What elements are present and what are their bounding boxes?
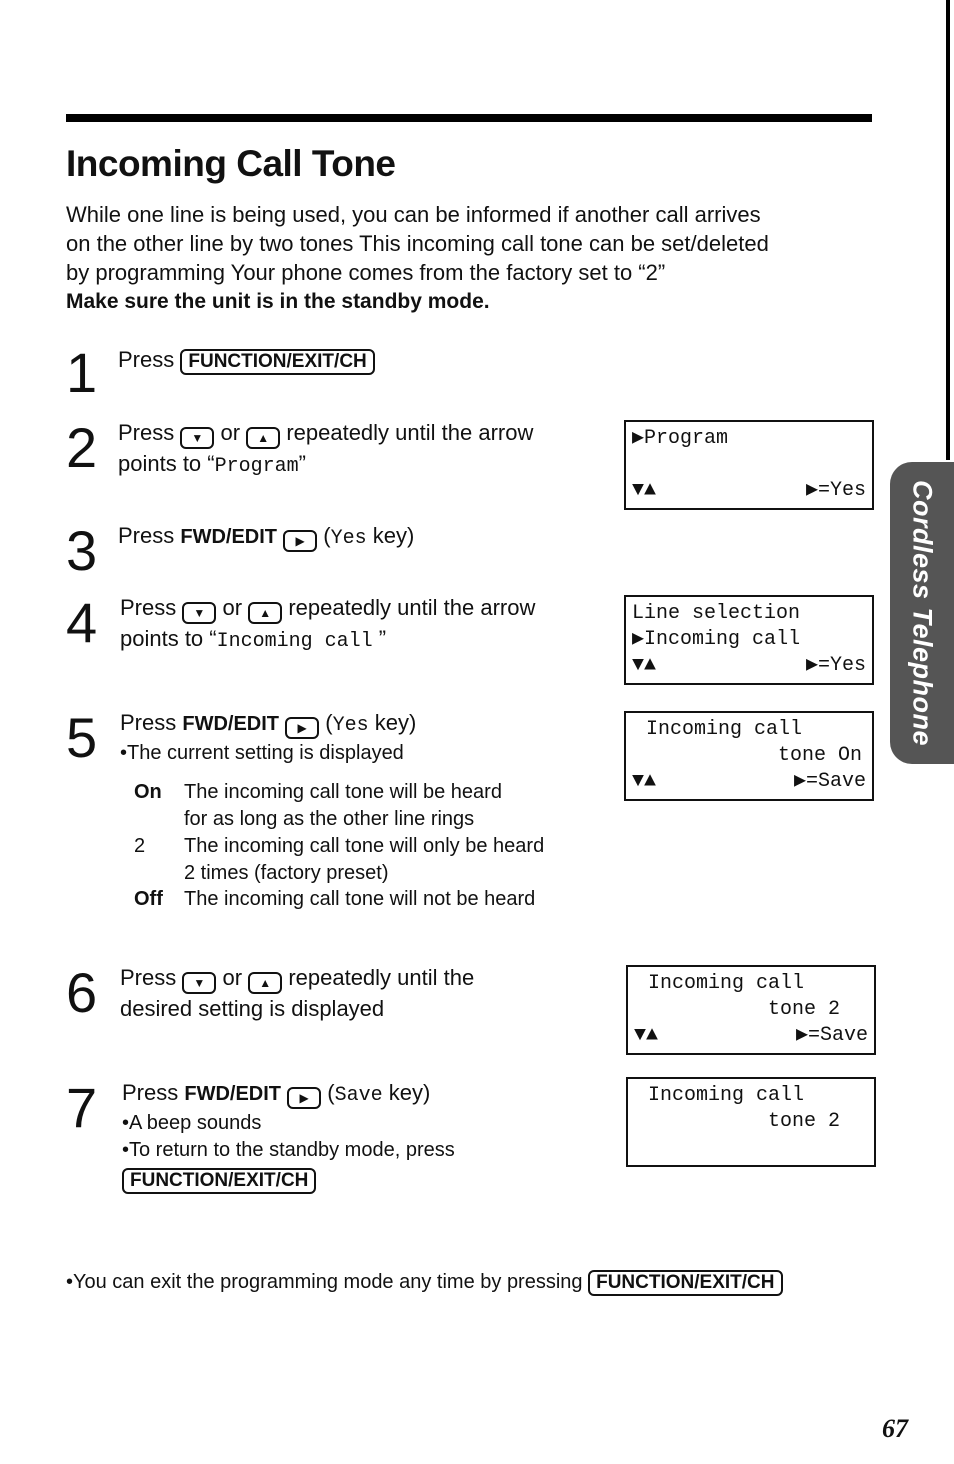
step-3-paren-close: key) (366, 523, 415, 548)
footnote (66, 1270, 783, 1296)
right-key-icon: ▶ (287, 1087, 321, 1109)
intro-line-2: on the other line by two tones This incoming call tone can be set/deleted (66, 231, 769, 256)
step-6-press: Press (120, 965, 177, 990)
step-7-paren-close: key) (382, 1080, 431, 1105)
intro-paragraph (66, 200, 886, 316)
down-key-icon: ▼ (180, 427, 214, 449)
lcd-row-1: Incoming call (648, 1084, 805, 1107)
lcd-display-tone-2 (626, 965, 876, 1055)
step-4-mono: Incoming call (216, 630, 373, 653)
fwd-edit-key: FWD/EDIT (182, 713, 280, 735)
step-5-press: Press (120, 710, 177, 735)
step-6-rest: repeatedly until the (288, 965, 475, 990)
step-3-paren-open: ( (323, 523, 331, 548)
step-7-bullet-1: •A beep sounds (122, 1112, 262, 1134)
fwd-edit-key: FWD/EDIT (184, 1083, 282, 1105)
fwd-edit-key: FWD/EDIT (180, 526, 278, 548)
step-number-3: 3 (66, 519, 98, 582)
step-5-paren-open: ( (325, 710, 333, 735)
section-tab-label: Cordless Telephone (907, 479, 938, 747)
function-exit-ch-key: FUNCTION/EXIT/CH (122, 1168, 316, 1194)
step-3-mono: Yes (330, 527, 367, 550)
lcd-display-saved (626, 1077, 876, 1167)
step-6-or: or (222, 965, 243, 990)
option-off (134, 886, 535, 913)
right-edge-rule (946, 0, 950, 460)
step-number-2: 2 (66, 416, 98, 479)
lcd-softkey-label: ▶=Save (793, 770, 866, 793)
down-key-icon: ▼ (182, 602, 216, 624)
lcd-row-2: ▶Incoming call (632, 628, 801, 651)
step-4-or: or (222, 595, 243, 620)
step-2-or: or (220, 420, 241, 445)
lcd-row-1: Line selection (632, 602, 801, 625)
step-2-text (118, 418, 533, 481)
page-number: 67 (882, 1414, 908, 1443)
function-exit-ch-key: FUNCTION/EXIT/CH (588, 1270, 782, 1296)
intro-line-3: by programming Your phone comes from the factory set to “2” (66, 260, 666, 285)
step-2-rest: repeatedly until the arrow (286, 420, 534, 445)
option-2-label: 2 (134, 835, 146, 857)
option-2-line-2: 2 times (factory preset) (184, 862, 389, 884)
lcd-arrow-keys-icon: ▼▲ (632, 770, 657, 793)
step-4-points-to: points to “ (120, 626, 217, 651)
step-7-mono: Save (334, 1084, 383, 1107)
right-key-icon: ▶ (283, 530, 317, 552)
lcd-row-1: Incoming call (646, 718, 803, 741)
up-key-icon: ▲ (246, 427, 280, 449)
step-1-text (118, 345, 375, 375)
step-2-close-quote: ” (298, 451, 306, 476)
lcd-row-2: tone 2 (767, 1110, 840, 1133)
up-key-icon: ▲ (248, 602, 282, 624)
lcd-display-program (624, 420, 874, 510)
lcd-row-3 (634, 1023, 868, 1049)
lcd-arrow-keys-icon: ▼▲ (632, 654, 657, 677)
step-7-paren-open: ( (327, 1080, 335, 1105)
lcd-row-2: tone On (777, 744, 862, 767)
lcd-softkey-label: ▶=Yes (805, 654, 866, 677)
lcd-display-tone-on (624, 711, 874, 801)
step-1-press: Press (118, 347, 175, 372)
lcd-display-line-selection (624, 595, 874, 685)
step-4-close-quote: ” (372, 626, 387, 651)
step-number-1: 1 (66, 341, 98, 404)
step-number-4: 4 (66, 591, 98, 654)
step-2-points-to: points to “ (118, 451, 215, 476)
lcd-softkey-label: ▶=Yes (805, 479, 866, 502)
lcd-row-1: Incoming call (648, 972, 805, 995)
step-2-press: Press (118, 420, 175, 445)
step-5-bullet: •The current setting is displayed (120, 742, 404, 764)
lcd-row-3 (632, 478, 866, 504)
step-2-mono: Program (214, 455, 299, 478)
step-number-6: 6 (66, 961, 98, 1024)
step-4-press: Press (120, 595, 177, 620)
step-number-7: 7 (66, 1076, 98, 1139)
intro-line-1: While one line is being used, you can be informed if another call arrives (66, 202, 761, 227)
step-7-bullet-2: •To return to the standby mode, press (122, 1139, 455, 1161)
option-on-label: On (134, 781, 162, 803)
function-exit-ch-key: FUNCTION/EXIT/CH (180, 349, 374, 375)
step-4-rest: repeatedly until the arrow (288, 595, 536, 620)
down-key-icon: ▼ (182, 972, 216, 994)
section-tab (890, 462, 954, 764)
footnote-text: •You can exit the programming mode any time by pressing (66, 1271, 583, 1293)
step-5-paren-close: key) (368, 710, 417, 735)
lcd-row-1: ▶Program (632, 427, 729, 450)
step-5-text (120, 708, 416, 767)
step-7-press: Press (122, 1080, 179, 1105)
step-5-mono: Yes (332, 714, 369, 737)
lcd-row-2: tone 2 (767, 998, 840, 1021)
up-key-icon: ▲ (248, 972, 282, 994)
intro-standby-note: Make sure the unit is in the standby mode. (66, 290, 490, 313)
right-key-icon: ▶ (285, 717, 319, 739)
step-3-press: Press (118, 523, 175, 548)
option-on (134, 779, 502, 833)
option-off-line-1: The incoming call tone will not be heard (184, 888, 536, 910)
lcd-arrow-keys-icon: ▼▲ (632, 479, 657, 502)
option-2 (134, 833, 544, 887)
lcd-softkey-label: ▶=Save (795, 1024, 868, 1047)
step-6-line-2: desired setting is displayed (120, 996, 385, 1021)
lcd-row-3 (632, 653, 866, 679)
option-on-line-1: The incoming call tone will be heard (184, 781, 502, 803)
page-title: Incoming Call Tone (66, 143, 396, 184)
lcd-arrow-keys-icon: ▼▲ (634, 1024, 659, 1047)
step-4-text (120, 593, 535, 656)
top-rule (66, 114, 872, 122)
step-number-5: 5 (66, 706, 98, 769)
step-7-text (122, 1078, 455, 1194)
option-on-line-2: for as long as the other line rings (184, 808, 475, 830)
step-3-text (118, 521, 414, 553)
option-off-label: Off (134, 888, 163, 910)
lcd-row-3 (632, 769, 866, 795)
option-2-line-1: The incoming call tone will only be heard (184, 835, 545, 857)
step-6-text (120, 963, 474, 1023)
